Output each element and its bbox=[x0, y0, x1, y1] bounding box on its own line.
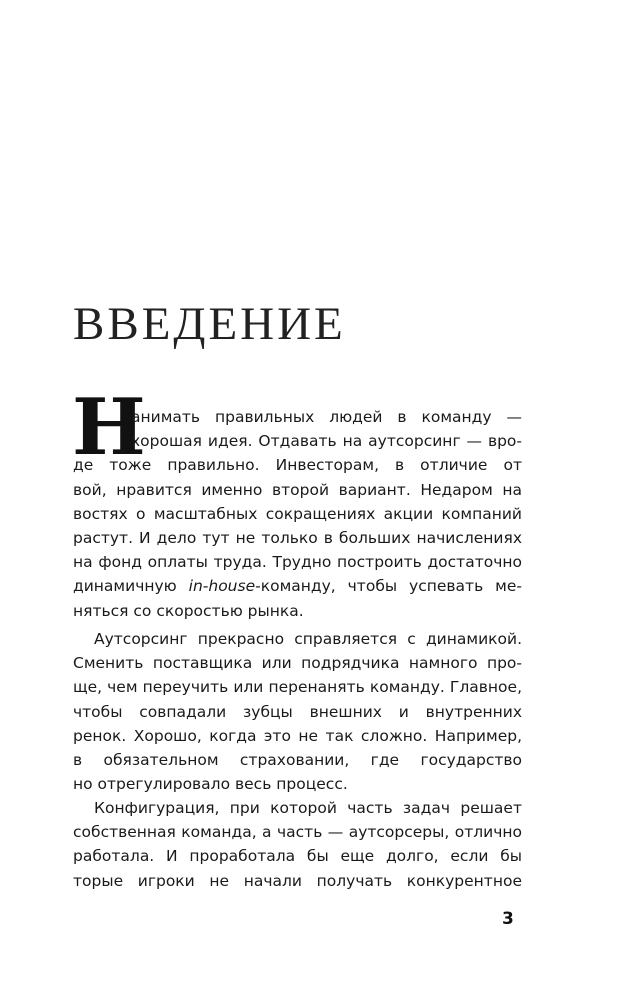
paragraph-2 bbox=[73, 627, 522, 796]
page-number: 3 bbox=[502, 909, 514, 929]
chapter-title: ВВЕДЕНИЕ bbox=[73, 298, 346, 350]
text-segment: динамичную bbox=[73, 577, 189, 596]
paragraph-3 bbox=[73, 796, 522, 893]
text-line: но отрегулировало весь процесс. bbox=[73, 775, 348, 794]
text-line: работала. И проработала бы еще долго, если бы bbox=[73, 847, 522, 866]
text-line: в обязательном страховании, где государство bbox=[73, 750, 522, 769]
text-line: ще, чем переучить или перенанять команду. Главное, bbox=[73, 678, 522, 697]
text-line: на фонд оплаты труда. Трудно построить достаточно bbox=[73, 553, 522, 572]
text-line: Сменить поставщика или подрядчика намного про- bbox=[73, 654, 522, 673]
text-line: Аутсорсинг прекрасно справляется с динамикой. bbox=[94, 630, 522, 648]
drop-cap-letter: Н bbox=[72, 382, 146, 473]
text-line: востях о масштабных сокращениях акции компаний bbox=[73, 504, 522, 523]
text-line bbox=[73, 574, 522, 598]
text-line: собственная команда, а часть — аутсорсеры, отлично bbox=[73, 823, 522, 842]
text-line: ренок. Хорошо, когда это не так сложно. Например, bbox=[73, 726, 522, 745]
text-segment: -команду, чтобы успевать ме- bbox=[255, 577, 522, 596]
text-line: де тоже правильно. Инвесторам, в отличие от bbox=[73, 456, 522, 475]
paragraph-1 bbox=[73, 405, 522, 623]
text-line: чтобы совпадали зубцы внешних и внутренних bbox=[73, 702, 522, 721]
text-line: вой, нравится именно второй вариант. Недаром на bbox=[73, 480, 522, 499]
italic-term: in-house bbox=[188, 577, 256, 596]
text-line: Конфигурация, при которой часть задач решает bbox=[94, 799, 522, 817]
text-line: торые игроки не начали получать конкурентное bbox=[73, 871, 522, 890]
text-line: хорошая идея. Отдавать на аутсорсинг — вро- bbox=[131, 432, 522, 451]
text-line: няться со скоростью рынка. bbox=[73, 601, 304, 620]
text-line: растут. И дело тут не только в больших начислениях bbox=[73, 528, 522, 547]
text-line: анимать правильных людей в команду — bbox=[131, 408, 522, 426]
